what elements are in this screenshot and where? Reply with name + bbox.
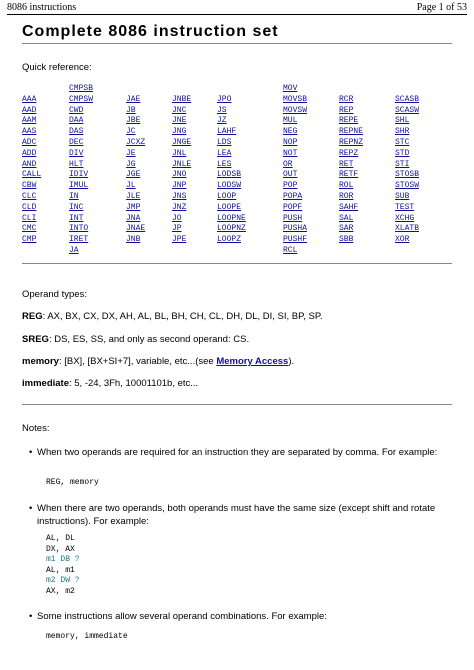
instruction-link-cmpsw[interactable]: CMPSW [69,94,94,104]
sreg-text: : DS, ES, SS, and only as second operand: CS. [48,334,250,345]
code-example [46,478,99,489]
instruction-link-into[interactable]: INTO [69,224,89,234]
instruction-link-or[interactable]: OR [283,159,293,169]
instruction-link-xchg[interactable]: XCHG [395,213,415,223]
reg-text: : AX, BX, CX, DX, AH, AL, BL, BH, CH, CL, DH, DL, DI, SI, BP, SP. [42,311,323,322]
instruction-link-pusha[interactable]: PUSHA [283,224,308,234]
instruction-link-and[interactable]: AND [22,159,37,169]
instruction-link-jnae[interactable]: JNAE [126,224,146,234]
instruction-link-ret[interactable]: RET [339,159,354,169]
instruction-column [283,84,343,257]
instruction-link-loop[interactable]: LOOP [217,191,237,201]
instruction-link-rcr[interactable]: RCR [339,94,354,104]
instruction-link-jna[interactable]: JNA [126,213,141,223]
instruction-link-jpe[interactable]: JPE [172,235,187,245]
code-line: memory, immediate [46,632,128,641]
code-example [46,534,80,597]
instruction-link-ja[interactable]: JA [69,245,79,255]
note-item: • Some instructions allow several operand combinations. For example: [37,610,457,623]
instruction-link-nop[interactable]: NOP [283,137,298,147]
instruction-link-add[interactable]: ADD [22,148,37,158]
instruction-link-retf[interactable]: RETF [339,170,359,180]
instruction-link-jpo[interactable]: JPO [217,94,232,104]
immediate-term: immediate [22,378,69,389]
instruction-link-repz[interactable]: REPZ [339,148,359,158]
instruction-link-jo[interactable]: JO [172,213,182,223]
instruction-link-cld[interactable]: CLD [22,202,37,212]
instruction-link-aas[interactable]: AAS [22,127,37,137]
quick-reference-label: Quick reference: [22,62,92,73]
instruction-link-das[interactable]: DAS [69,127,84,137]
immediate-text: : 5, -24, 3Fh, 10001101b, etc... [69,378,199,389]
instruction-link-loopz[interactable]: LOOPZ [217,235,242,245]
instruction-link-xlatb[interactable]: XLATB [395,224,420,234]
title-divider [22,43,452,44]
instruction-link-cbw[interactable]: CBW [22,181,37,191]
instruction-link-lea[interactable]: LEA [217,148,232,158]
code-line: m2 DW ? [46,576,80,585]
memory-access-link[interactable]: Memory Access [216,356,289,367]
instruction-link-shr[interactable]: SHR [395,127,410,137]
instruction-link-iret[interactable]: IRET [69,235,89,245]
instruction-link-pushf[interactable]: PUSHF [283,235,308,245]
instruction-link-hlt[interactable]: HLT [69,159,84,169]
page-number: Page 1 of 53 [416,2,467,13]
instruction-link-mov[interactable]: MOV [283,84,298,93]
instruction-link-stosb[interactable]: STOSB [395,170,420,180]
instruction-link-jng[interactable]: JNG [172,127,187,137]
instruction-link-sal[interactable]: SAL [339,213,354,223]
page-title: Complete 8086 instruction set [22,23,279,40]
instruction-link-les[interactable]: LES [217,159,232,169]
instruction-link-jno[interactable]: JNO [172,170,187,180]
instruction-link-jb[interactable]: JB [126,105,136,115]
instruction-column [339,84,399,246]
instruction-link-jae[interactable]: JAE [126,94,141,104]
instruction-link-js[interactable]: JS [217,105,227,115]
instruction-link-not[interactable]: NOT [283,148,298,158]
instruction-link-jg[interactable]: JG [126,159,136,169]
instruction-link-lodsw[interactable]: LODSW [217,181,242,191]
instruction-link-cli[interactable]: CLI [22,213,37,223]
instruction-link-cmc[interactable]: CMC [22,224,37,234]
instruction-link-je[interactable]: JE [126,148,136,158]
instruction-column [395,84,455,246]
instruction-link-idiv[interactable]: IDIV [69,170,89,180]
instruction-link-movsb[interactable]: MOVSB [283,94,308,104]
instruction-link-scasw[interactable]: SCASW [395,105,420,115]
instruction-link-neg[interactable]: NEG [283,127,298,137]
instruction-link-in[interactable]: IN [69,191,79,201]
instruction-link-std[interactable]: STD [395,148,410,158]
instruction-link-out[interactable]: OUT [283,170,298,180]
instruction-link-div[interactable]: DIV [69,148,84,158]
instruction-link-test[interactable]: TEST [395,202,415,212]
instruction-link-jnge[interactable]: JNGE [172,137,192,147]
instruction-link-jnl[interactable]: JNL [172,148,187,158]
memory-text: : [BX], [BX+SI+7], variable, etc...(see [58,356,217,367]
page-header [0,0,474,18]
instruction-link-sar[interactable]: SAR [339,224,354,234]
instruction-link-repne[interactable]: REPNE [339,127,364,137]
header-rule [7,14,467,15]
instruction-link-clc[interactable]: CLC [22,191,37,201]
reg-definition [22,311,323,322]
operand-types-label: Operand types: [22,289,87,300]
instruction-link-rep[interactable]: REP [339,105,354,115]
instruction-link-jp[interactable]: JP [172,224,182,234]
instruction-link-stc[interactable]: STC [395,137,410,147]
instruction-link-cwd[interactable]: CWD [69,105,84,115]
instruction-link-push[interactable]: PUSH [283,213,303,223]
code-line: AL, m1 [46,565,75,575]
sreg-term: SREG [22,334,49,345]
instruction-link-jnbe[interactable]: JNBE [172,94,192,104]
code-line: DX, AX [46,544,75,554]
section-divider [22,404,452,405]
instruction-link-jl[interactable]: JL [126,181,136,191]
instruction-link-int[interactable]: INT [69,213,84,223]
instruction-link-jmp[interactable]: JMP [126,202,141,212]
instruction-link-loopnz[interactable]: LOOPNZ [217,224,246,234]
instruction-link-imul[interactable]: IMUL [69,181,89,191]
instruction-link-cmp[interactable]: CMP [22,235,37,245]
instruction-link-mul[interactable]: MUL [283,116,298,126]
code-line: REG, memory [46,478,99,487]
instruction-link-rol[interactable]: ROL [339,181,354,191]
instruction-link-jbe[interactable]: JBE [126,116,141,126]
instruction-link-jnb[interactable]: JNB [126,235,141,245]
instruction-link-sbb[interactable]: SBB [339,235,354,245]
memory-tail: ). [288,356,295,367]
instruction-link-jge[interactable]: JGE [126,170,141,180]
instruction-link-jnp[interactable]: JNP [172,181,187,191]
instruction-link-sti[interactable]: STI [395,159,410,169]
code-line: AX, m2 [46,586,75,596]
reg-term: REG [22,311,43,322]
section-divider [22,263,452,264]
notes-label: Notes: [22,423,50,434]
instruction-link-lodsb[interactable]: LODSB [217,170,242,180]
instruction-link-shl[interactable]: SHL [395,116,410,126]
instruction-link-jnc[interactable]: JNC [172,105,187,115]
instruction-link-jc[interactable]: JC [126,127,136,137]
instruction-link-repe[interactable]: REPE [339,116,359,126]
instruction-link-sub[interactable]: SUB [395,191,410,201]
instruction-link-loopne[interactable]: LOOPNE [217,213,246,223]
instruction-link-xor[interactable]: XOR [395,235,410,245]
instruction-link-jne[interactable]: JNE [172,116,187,126]
instruction-link-popf[interactable]: POPF [283,202,303,212]
instruction-link-lahf[interactable]: LAHF [217,127,237,137]
instruction-link-sahf[interactable]: SAHF [339,202,359,212]
instruction-link-stosw[interactable]: STOSW [395,181,420,191]
instruction-link-aam[interactable]: AAM [22,116,37,126]
code-line: m1 DB ? [46,555,80,564]
instruction-link-popa[interactable]: POPA [283,191,303,201]
instruction-link-jnle[interactable]: JNLE [172,159,192,169]
code-example [46,632,128,643]
sreg-definition [22,334,249,345]
memory-term: memory [22,356,59,367]
instruction-link-cmpsb[interactable]: CMPSB [69,84,94,93]
instruction-link-movsw[interactable]: MOVSW [283,105,308,115]
instruction-link-jle[interactable]: JLE [126,191,141,201]
instruction-link-daa[interactable]: DAA [69,116,84,126]
note-item: • When there are two operands, both operands must have the same size (except shift and rotate instructions). For example: [37,502,457,528]
instruction-link-jcxz[interactable]: JCXZ [126,137,146,147]
instruction-link-lds[interactable]: LDS [217,137,232,147]
instruction-column [217,84,277,246]
instruction-link-repnz[interactable]: REPNZ [339,137,364,147]
instruction-link-rcl[interactable]: RCL [283,245,298,255]
instruction-link-scasb[interactable]: SCASB [395,94,420,104]
memory-definition [22,356,294,367]
instruction-link-loope[interactable]: LOOPE [217,202,242,212]
code-line: AL, DL [46,534,75,543]
header-title: 8086 instructions [7,2,77,13]
instruction-link-jz[interactable]: JZ [217,116,227,126]
instruction-link-adc[interactable]: ADC [22,137,37,147]
instruction-column [69,84,129,257]
note-item: • When two operands are required for an instruction they are separated by comma. For example: [37,446,457,459]
instruction-link-jnz[interactable]: JNZ [172,202,187,212]
instruction-link-inc[interactable]: INC [69,202,84,212]
instruction-link-ror[interactable]: ROR [339,191,354,201]
instruction-link-aaa[interactable]: AAA [22,94,37,104]
instruction-link-dec[interactable]: DEC [69,137,84,147]
instruction-link-aad[interactable]: AAD [22,105,37,115]
instruction-link-pop[interactable]: POP [283,181,298,191]
instruction-link-call[interactable]: CALL [22,170,42,180]
instruction-link-jns[interactable]: JNS [172,191,187,201]
immediate-definition [22,378,198,389]
